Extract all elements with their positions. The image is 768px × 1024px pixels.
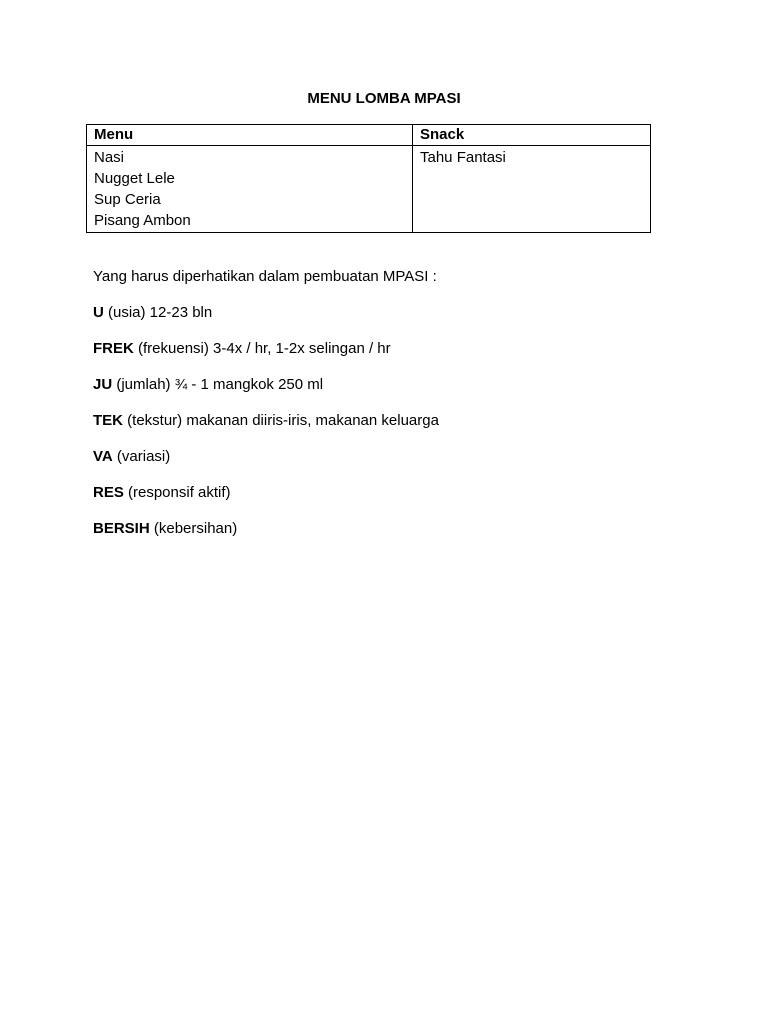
criterion-text: (responsif aktif): [123, 484, 231, 501]
snack-item: Tahu Fantasi: [420, 149, 506, 166]
criterion-line: [93, 482, 693, 504]
criterion-key: VA: [93, 448, 113, 465]
criterion-text: (variasi): [112, 448, 171, 465]
criterion-key: BERSIH: [93, 520, 150, 537]
criterion-line: [93, 518, 693, 540]
guidelines-intro: Yang harus diperhatikan dalam pembuatan MPASI :: [93, 268, 437, 285]
criterion-line: [93, 410, 693, 432]
column-header-snack: Snack: [413, 125, 651, 146]
criterion-line: [93, 338, 693, 360]
criterion-text: (usia) 12-23 bln: [103, 304, 213, 321]
criterion-line: [93, 446, 693, 468]
menu-item: Nugget Lele: [94, 170, 175, 187]
snack-cell: [413, 146, 651, 233]
criterion-key: FREK: [93, 340, 134, 357]
criterion-text: (frekuensi) 3-4x / hr, 1-2x selingan / hr: [133, 340, 391, 357]
criterion-line: [93, 302, 693, 324]
menu-item: Pisang Ambon: [94, 212, 191, 229]
menu-item: Nasi: [94, 149, 125, 166]
criterion-text: (jumlah) ¾ - 1 mangkok 250 ml: [112, 376, 324, 393]
column-header-menu: Menu: [87, 125, 413, 146]
menu-table: [86, 124, 651, 233]
criterion-text: (tekstur) makanan diiris-iris, makanan keluarga: [123, 412, 439, 429]
criterion-key: U: [93, 304, 104, 321]
page-title: MENU LOMBA MPASI: [307, 90, 461, 107]
menu-item: Sup Ceria: [94, 191, 161, 208]
guidelines-section: [93, 266, 693, 554]
table-header-row: [87, 125, 651, 146]
criterion-key: JU: [93, 376, 113, 393]
criterion-text: (kebersihan): [149, 520, 238, 537]
menu-cell: [87, 146, 413, 233]
criterion-key: TEK: [93, 412, 123, 429]
criterion-key: RES: [93, 484, 124, 501]
criterion-line: [93, 374, 693, 396]
table-row: [87, 146, 651, 233]
